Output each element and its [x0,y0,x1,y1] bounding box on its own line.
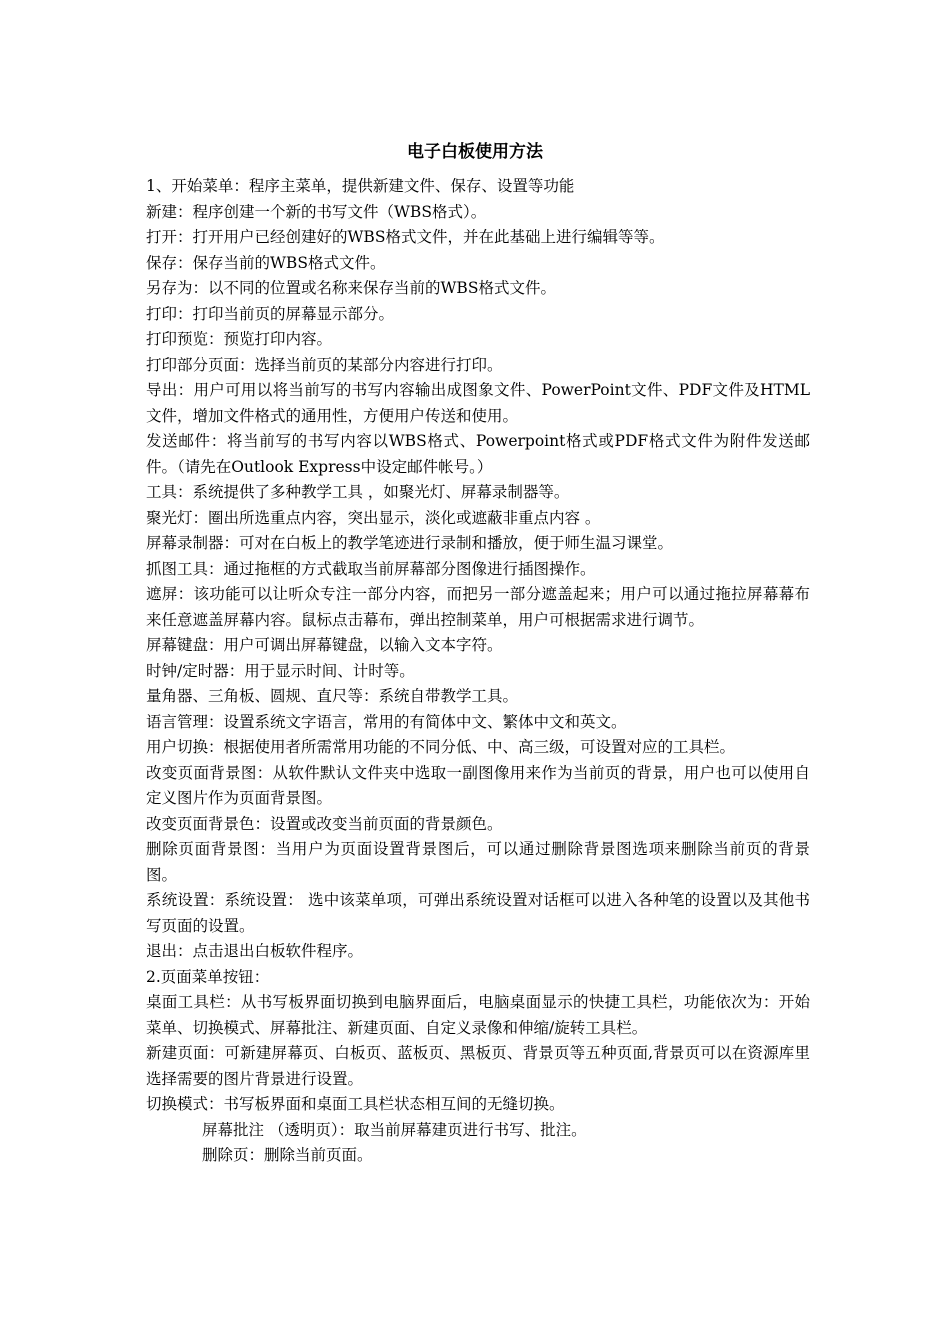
paragraph: 删除页：删除当前页面。 [202,1146,373,1164]
paragraph: 改变页面背景色：设置或改变当前页面的背景颜色。 [146,814,503,833]
paragraph: 时钟/定时器：用于显示时间、计时等。 [146,661,415,680]
paragraph: 打印预览：预览打印内容。 [146,330,333,348]
paragraph: 用户切换：根据使用者所需常用功能的不同分低、中、高三级，可设置对应的工具栏。 [146,738,736,756]
paragraph: 工具：系统提供了多种教学工具 ，如聚光灯、屏幕录制器等。 [146,483,570,501]
paragraph: 退出：点击退出白板软件程序。 [146,942,364,960]
paragraph: 打印：打印当前页的屏幕显示部分。 [146,304,395,323]
document-body [146,174,810,1169]
paragraph: 抓图工具：通过拖框的方式截取当前屏幕部分图像进行插图操作。 [146,559,596,578]
paragraph: 导出：用户可用以将当前写的书写内容输出成图象文件、PowerPoint文件、PDF文件及HTML文件，增加文件格式的通用性，方便用户传送和使用。 [146,381,810,425]
paragraph: 1、开始菜单：程序主菜单，提供新建文件、保存、设置等功能 [146,177,575,195]
paragraph: 量角器、三角板、圆规、直尺等：系统自带教学工具。 [146,687,519,705]
paragraph: 新建：程序创建一个新的书写文件（WBS格式）。 [146,202,487,221]
paragraph: 切换模式：书写板界面和桌面工具栏状态相互间的无缝切换。 [146,1095,565,1113]
document-title: 电子白板使用方法 [407,142,543,162]
paragraph: 新建页面：可新建屏幕页、白板页、蓝板页、黑板页、背景页等五种页面,背景页可以在资源库里选择需要的图片背景进行设置。 [146,1044,810,1088]
paragraph: 保存：保存当前的WBS格式文件。 [146,253,386,272]
paragraph: 改变页面背景图：从软件默认文件夹中选取一副图像用来作为当前页的背景，用户也可以使用自定义图片作为页面背景图。 [146,763,810,807]
paragraph: 屏幕录制器：可对在白板上的教学笔迹进行录制和播放，便于师生温习课堂。 [146,534,674,552]
paragraph: 屏幕键盘：用户可调出屏幕键盘，以输入文本字符。 [146,636,503,654]
paragraph: 另存为：以不同的位置或名称来保存当前的WBS格式文件。 [146,279,556,297]
paragraph: 2.页面菜单按钮： [146,967,270,986]
paragraph: 系统设置：系统设置： 选中该菜单项，可弹出系统设置对话框可以进入各种笔的设置以及其他书写页面的设置。 [146,891,810,935]
paragraph: 桌面工具栏：从书写板界面切换到电脑界面后，电脑桌面显示的快捷工具栏，功能依次为：开始菜单、切换模式、屏幕批注、新建页面、自定义录像和伸缩/旋转工具栏。 [146,993,810,1037]
paragraph: 遮屏：该功能可以让听众专注一部分内容，而把另一部分遮盖起来；用户可以通过拖拉屏幕幕布来任意遮盖屏幕内容。鼠标点击幕布，弹出控制菜单，用户可根据需求进行调节。 [146,585,810,629]
paragraph: 打开：打开用户已经创建好的WBS格式文件，并在此基础上进行编辑等等。 [146,228,665,246]
paragraph: 屏幕批注 （透明页）：取当前屏幕建页进行书写、批注。 [202,1120,587,1139]
paragraph: 删除页面背景图：当用户为页面设置背景图后，可以通过删除背景图选项来删除当前页的背景图。 [146,840,810,884]
paragraph: 发送邮件：将当前写的书写内容以WBS格式、Powerpoint格式或PDF格式文件为附件发送邮件。（请先在Outlook Express中设定邮件帐号。） [146,432,810,476]
paragraph: 打印部分页面：选择当前页的某部分内容进行打印。 [146,355,503,374]
paragraph: 聚光灯：圈出所选重点内容，突出显示，淡化或遮蔽非重点内容 。 [146,508,601,527]
paragraph: 语言管理：设置系统文字语言，常用的有简体中文、繁体中文和英文。 [146,712,627,731]
